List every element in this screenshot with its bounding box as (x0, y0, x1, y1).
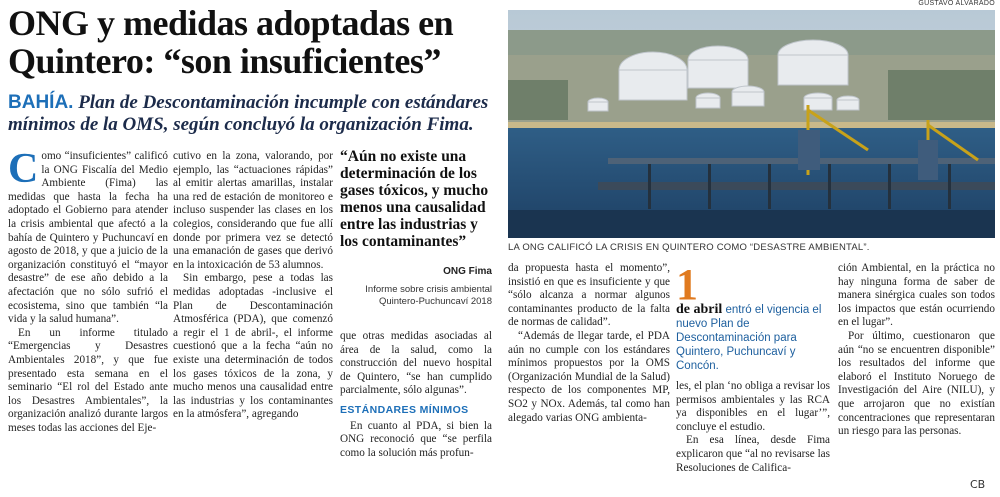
fact-body: entró el vigencia el nuevo Plan de Descontaminación para Quintero, Puchuncaví y Concón. (676, 304, 822, 372)
paragraph: Por último, cuestionaron que aún “no se encuentren disponible” los resultados del informe que elaboró el Instituto Noruego de Investigación del Aire (NILU), y que arrojaron que no existían concentraciones que representaran un riesgo para las personas. (838, 329, 995, 438)
pull-quote: “Aún no existe una determinación de los gases tóxicos, y mucho menos una causalidad entre las industrias y los contaminantes” (340, 148, 489, 250)
paragraph: cutivo en la zona, valorando, por ejemplo, las “actuaciones rápidas” al emitir alertas amarillas, instalar una red de estación de monitoreo e incluso suspender las clases en los colegios, considerando que fue allí donde por primera vez se detectó una emanación de gases que derivó en la intoxicación de 53 alumnos. (173, 150, 333, 271)
paragraph: Sin embargo, pese a todas las medidas adoptadas -inclusive el Plan de Descontaminación Atmosférica (PDA), que comenzó a regir el 1 de abril-, el informe cuestionó que a la fecha “aún no existe una determinación de todos los gases tóxicos de la zona, y mucho menos una causalidad entre las industrias y los contaminantes en la atmósfera”, agregando (173, 272, 333, 421)
paragraph: que otras medidas asociadas al área de la salud, como la construcción del nuevo hospital de Quintero, “se han cumplido parcialmente, sólo algunas”. (340, 330, 492, 397)
photo-credit: GUSTAVO ALVARADO (918, 0, 995, 7)
paragraph: En esa línea, desde Fima explicaron que “al no revisarse las Resoluciones de Califica- (676, 434, 830, 474)
paragraph: “Además de llegar tarde, el PDA aún no cumple con los estándares mínimos propuestos por la OMS (Organización Mundial de la Salud) respecto de los componentes MP, SO2 y NOx. Además, tal como han alegado varias ONG ambienta- (508, 329, 670, 424)
fact-text (676, 303, 830, 373)
subhead-text: Plan de Descontaminación incumple con estándares mínimos de la OMS, según concluyó la organización Fima. (8, 92, 489, 135)
paragraph: omo “insuficientes” calificó la ONG Fiscalía del Medio Ambiente (Fima) las medidas que hasta la fecha ha adoptado el Gobierno para atender la crisis ambiental que afectó a la bahía de Quintero y Puchuncaví en agosto de 2018, y que a juicio de la organización constituyó el “mayor desastre” de ese año debido a la afectación que no sólo sufrió el ecosistema, sino que también “la vida y la salud humana”. (8, 150, 168, 326)
paragraph: ción Ambiental, en la práctica no hay ninguna forma de saber de manera sinérgica cuales son todos los impactos que están ocurriendo en el lugar”. (838, 262, 995, 329)
subhead-kicker: BAHÍA. (8, 92, 74, 113)
industrial-port-photo (508, 10, 995, 238)
article-column-1 (8, 146, 168, 435)
article-column-5 (676, 380, 830, 475)
article-column-4 (508, 262, 670, 425)
article-column-6 (838, 262, 995, 439)
paragraph: les, el plan ‘no obliga a revisar los permisos ambientales y las RCA ya disponibles en el lugar’”, concluye el estudio. (676, 380, 830, 433)
fact-number: 1 (676, 260, 698, 309)
paragraph: En cuanto al PDA, si bien la ONG reconoció que “se perfila como la solución más profun- (340, 419, 492, 459)
quote-author: ONG Fima (443, 266, 492, 277)
quote-source: Informe sobre crisis ambiental Quintero-Puchuncaví 2018 (365, 284, 492, 307)
fact-lead: de abril (676, 302, 723, 317)
paragraph: En un informe titulado “Emergencias y Desastres Ambientales 2018”, y que fue presentado esta semana en el seminario “El rol del Estado ante los Desastres Ambientales”, la organización analizó durante largos meses todas las acciones del Eje- (8, 326, 168, 434)
fact-box (676, 260, 830, 373)
photo-caption: LA ONG CALIFICÓ LA CRISIS EN QUINTERO COMO “DESASTRE AMBIENTAL”. (508, 242, 870, 253)
section-heading: ESTÁNDARES MÍNIMOS (340, 403, 469, 416)
drop-cap: C (8, 146, 39, 192)
author-signoff: CB (970, 478, 986, 491)
article-column-2 (173, 150, 333, 422)
paragraph: da propuesta hasta el momento”, insistió en que es insuficiente y que “sólo alcanza a normar algunos contaminantes producto de la falta de normas de calidad”. (508, 262, 670, 329)
subhead (8, 92, 503, 136)
article-column-3 (340, 330, 492, 460)
headline: ONG y medidas adoptadas en Quintero: “son insuficientes” (8, 3, 454, 81)
